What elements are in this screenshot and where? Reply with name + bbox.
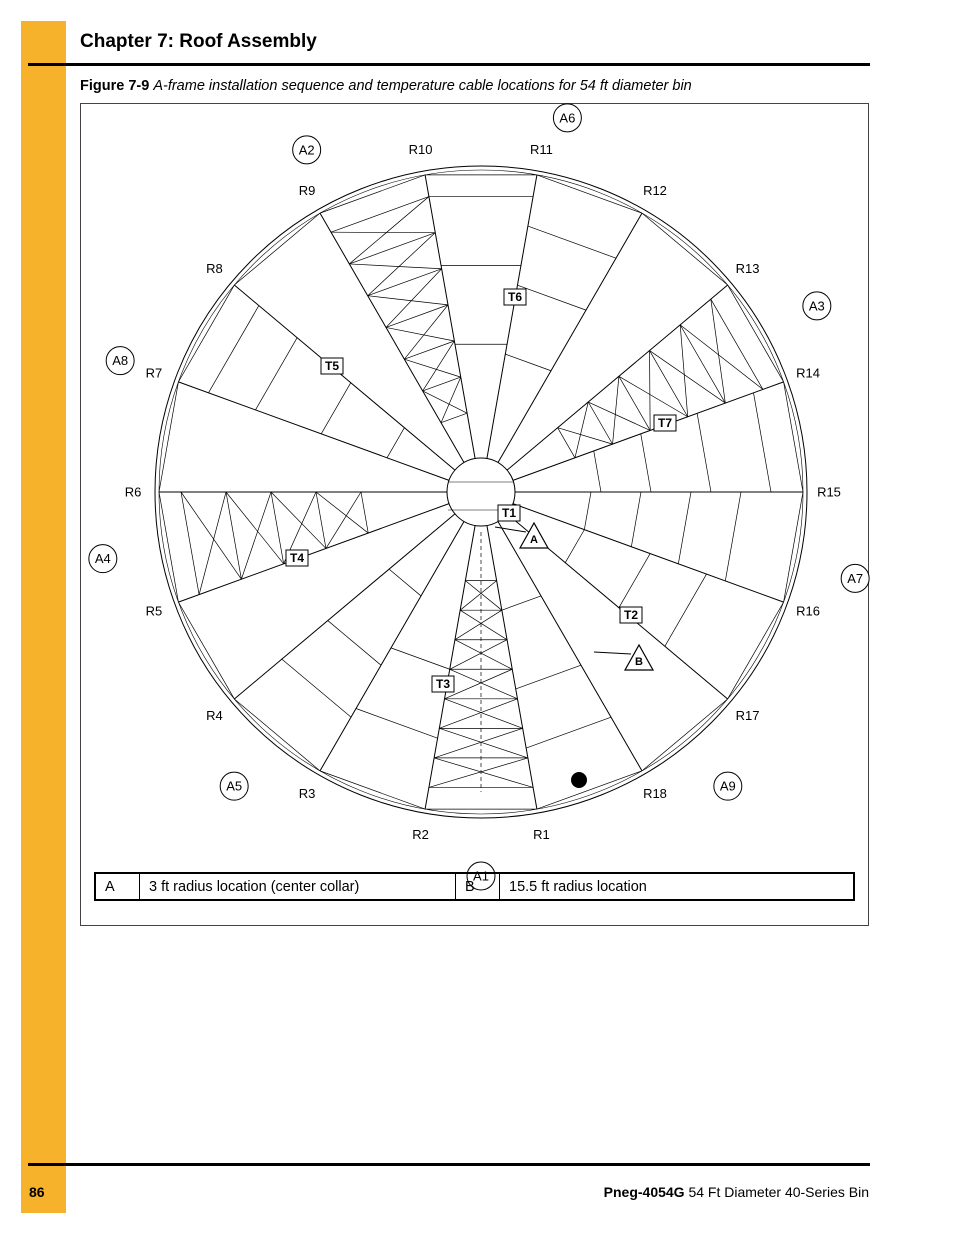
- rim-chord: [320, 771, 425, 809]
- legend-row: [95, 873, 854, 900]
- rafter-line: [487, 175, 537, 459]
- aframe-chord: [619, 376, 650, 430]
- rafter-line: [487, 525, 537, 809]
- purlin-line: [505, 354, 551, 371]
- aframe-chord: [368, 269, 442, 296]
- aframe-label: A9: [719, 778, 736, 794]
- document-title: 54 Ft Diameter 40-Series Bin: [688, 1184, 869, 1200]
- aframe-brace: [349, 197, 429, 264]
- purlin-line: [321, 383, 351, 434]
- aframe-label: A4: [94, 551, 111, 567]
- figure-label: Figure 7-9: [80, 78, 150, 94]
- rafter-label: R12: [643, 183, 667, 199]
- aframe-brace: [326, 492, 361, 548]
- aframe-brace: [439, 728, 528, 758]
- aframe-brace: [450, 640, 507, 670]
- aframe-brace: [368, 296, 448, 305]
- rafter-line: [425, 175, 475, 459]
- aframe-brace: [199, 492, 226, 595]
- aframe-brace: [434, 728, 523, 758]
- rafter-label: R11: [529, 141, 553, 157]
- rim-chord: [642, 213, 728, 285]
- purlin-line: [631, 492, 641, 547]
- aframe-brace: [455, 640, 512, 670]
- purlin-line: [619, 554, 650, 608]
- rafter-line: [425, 525, 475, 809]
- cable-label: T6: [507, 290, 523, 304]
- aframe-chord: [423, 377, 461, 391]
- rafter-label: R1: [533, 827, 550, 843]
- aframe-label: A6: [559, 110, 576, 126]
- legend-text-b: 15.5 ft radius location: [500, 873, 855, 900]
- rafter-line: [320, 213, 464, 462]
- rim-chord: [537, 771, 642, 809]
- purlin-line: [255, 338, 297, 410]
- purlin-line: [391, 648, 450, 669]
- legend-text-a: 3 ft radius location (center collar): [140, 873, 456, 900]
- rafter-label: R5: [145, 603, 163, 619]
- purlin-line: [754, 393, 771, 492]
- rim-chord: [234, 699, 320, 771]
- aframe-label: A7: [847, 570, 864, 586]
- aframe-label: A1: [473, 868, 489, 884]
- purlin-line: [584, 492, 591, 530]
- rafter-label: R2: [412, 827, 429, 843]
- purlin-line: [517, 285, 586, 310]
- rim-chord: [320, 175, 425, 213]
- document-id: [604, 1184, 869, 1200]
- rafter-line: [320, 521, 464, 770]
- purlin-line: [725, 492, 741, 581]
- legend-key-b: B: [456, 873, 500, 900]
- aframe-brace: [613, 376, 619, 444]
- aframe-brace: [181, 492, 241, 579]
- rim-chord: [178, 285, 234, 382]
- aframe-chord: [680, 325, 725, 403]
- aframe-chord: [711, 299, 763, 389]
- aframe-brace: [439, 699, 517, 729]
- cable-label: T7: [657, 416, 673, 430]
- rafter-line: [498, 213, 642, 462]
- rim-chord: [178, 602, 234, 699]
- aframe-chord: [331, 197, 429, 233]
- aframe-chord: [226, 492, 241, 579]
- cable-position-dot: [571, 772, 587, 788]
- aframe-brace: [450, 669, 518, 699]
- rafter-label: R9: [298, 183, 316, 199]
- aframe-brace: [386, 269, 442, 328]
- aframe-label: A2: [298, 142, 315, 158]
- purlin-line: [282, 659, 351, 717]
- cable-label: T4: [289, 551, 305, 565]
- aframe-chord: [441, 413, 467, 423]
- rim-chord: [234, 213, 320, 285]
- purlin-line: [526, 717, 611, 748]
- purlin-line: [641, 434, 651, 492]
- rim-chord: [728, 602, 784, 699]
- purlin-line: [565, 530, 584, 563]
- aframe-brace: [575, 402, 588, 458]
- purlin-line: [502, 596, 541, 610]
- purlin-line: [328, 621, 381, 666]
- callout-leader: [594, 652, 631, 654]
- document-code: Pneg-4054G: [603, 1184, 685, 1200]
- purlin-line: [387, 428, 404, 458]
- aframe-brace: [445, 699, 523, 729]
- aframe-chord: [181, 492, 199, 595]
- callout-label: A: [530, 534, 538, 546]
- cable-label: T3: [435, 677, 451, 691]
- aframe-brace: [650, 351, 651, 431]
- aframe-brace: [680, 325, 688, 417]
- purlin-line: [356, 709, 438, 739]
- cable-label: T2: [623, 608, 639, 622]
- aframe-brace: [460, 610, 507, 640]
- aframe-brace: [445, 669, 513, 699]
- aframe-brace: [588, 402, 650, 430]
- figure-caption-text: A-frame installation sequence and temperature cable locations for 54 ft diameter bin: [153, 78, 692, 94]
- aframe-brace: [619, 376, 688, 416]
- rafter-label: R13: [735, 260, 760, 276]
- rim-chord: [728, 285, 784, 382]
- aframe-brace: [241, 492, 271, 579]
- aframe-brace: [465, 581, 501, 611]
- legend-table: [94, 872, 855, 901]
- rafter-label: R17: [735, 708, 760, 724]
- rafter-label: R4: [206, 708, 223, 724]
- rafter-label: R16: [796, 603, 820, 619]
- chapter-title: Chapter 7: Roof Assembly: [80, 31, 317, 52]
- rafter-label: R10: [408, 141, 433, 157]
- rafter-label: R14: [796, 365, 820, 381]
- rafter-label: R3: [298, 785, 316, 801]
- purlin-line: [516, 665, 581, 689]
- cable-label: T5: [324, 359, 340, 373]
- callout-label: B: [635, 656, 643, 668]
- aframe-brace: [455, 610, 502, 640]
- rim-chord: [537, 175, 642, 213]
- aframe-brace: [423, 341, 455, 391]
- aframe-label: A5: [226, 778, 243, 794]
- rafter-line: [498, 521, 642, 770]
- rafter-label: R6: [124, 484, 142, 500]
- purlin-line: [697, 413, 711, 492]
- footer-rule: [28, 1163, 870, 1166]
- aframe-brace: [680, 325, 763, 390]
- page-number: 86: [29, 1184, 45, 1200]
- aframe-brace: [316, 492, 368, 533]
- purlin-line: [528, 226, 616, 258]
- aframe-brace: [349, 264, 441, 269]
- purlin-line: [208, 306, 258, 393]
- aframe-brace: [711, 299, 726, 403]
- purlin-line: [665, 574, 707, 646]
- aframe-brace: [226, 492, 284, 564]
- aframe-brace: [429, 758, 528, 788]
- aframe-label: A3: [808, 298, 825, 314]
- rim-chord: [642, 699, 728, 771]
- aframe-label: A8: [112, 353, 129, 369]
- aframe-chord: [349, 233, 435, 264]
- aframe-chord: [361, 492, 368, 533]
- rafter-label: R15: [817, 484, 841, 500]
- cable-label: T1: [501, 506, 517, 520]
- aframe-brace: [650, 351, 726, 403]
- aframe-brace: [441, 377, 461, 423]
- aframe-brace: [434, 758, 533, 788]
- aframe-brace: [460, 581, 496, 611]
- callout-leader: [495, 527, 526, 532]
- legend-key-a: A: [95, 873, 140, 900]
- rafter-label: R8: [206, 260, 223, 276]
- aframe-chord: [650, 351, 688, 417]
- purlin-line: [678, 492, 691, 564]
- purlin-line: [594, 451, 601, 492]
- purlin-line: [389, 569, 421, 596]
- rafter-label: R7: [145, 365, 163, 381]
- rafter-label: R18: [643, 785, 667, 801]
